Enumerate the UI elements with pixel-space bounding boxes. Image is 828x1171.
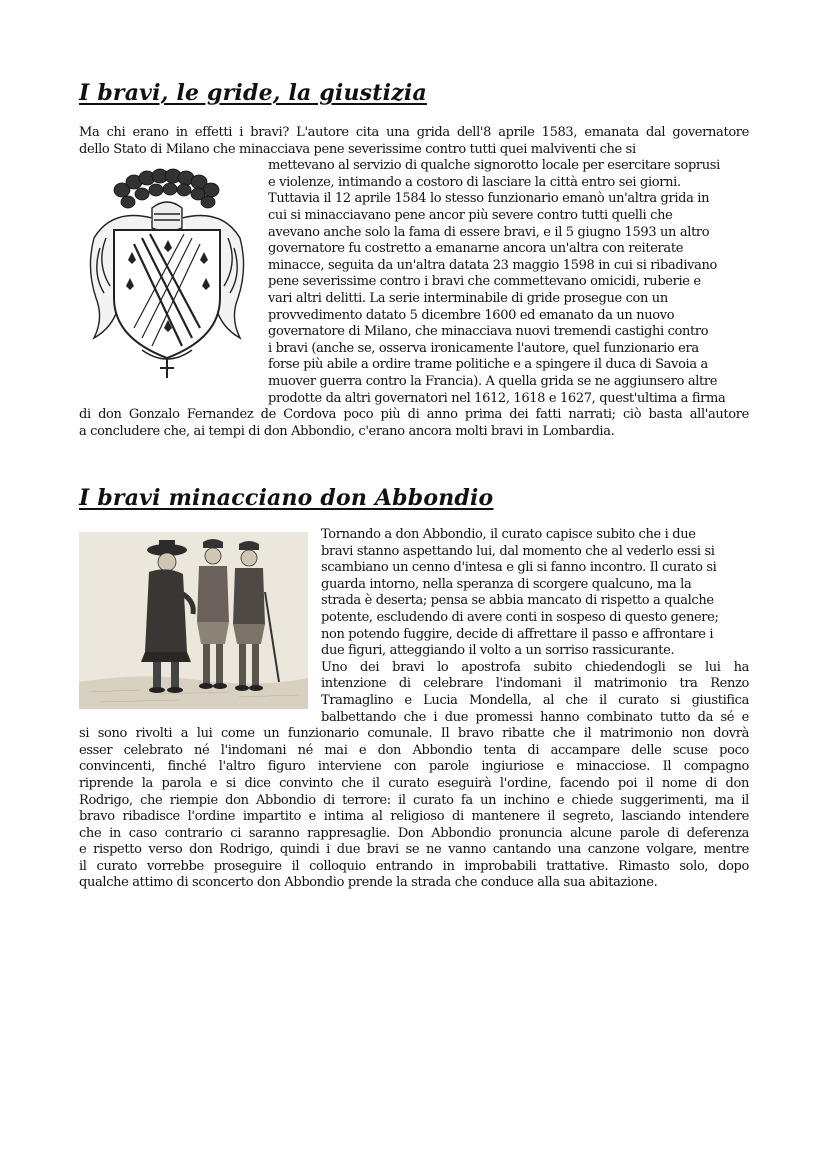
text-line: cui si minacciavano pene ancor più severe contro tutti quelli che (268, 207, 673, 223)
text-line: dello Stato di Milano che minacciava pene severissime contro tutti quei malviventi che si (79, 141, 636, 157)
text-line: Ma chi erano in effetti i bravi? L'autore cita una grida dell'8 aprile 1583, emanata dal governatore (79, 125, 749, 140)
text-line: Rodrigo, che riempie don Abbondio di terrore: il curato fa un inchino e chiede suggerimenti, ma il (79, 792, 749, 808)
text-line: bravo ribadisce l'ordine impartito e intima al religioso di mantenere il segreto, lasciando intendere (79, 809, 749, 825)
text-line: convincenti, finché l'altro figuro interviene con parole ingiuriose e minacciose. Il compagno (79, 759, 749, 775)
text-line: che in caso contrario ci saranno rappresaglie. Don Abbondio pronuncia alcune parole di deferenza (79, 825, 749, 841)
text-line: a concludere che, ai tempi di don Abbondio, c'erano ancora molti bravi in Lombardia. (79, 423, 615, 439)
text-line: prodotte da altri governatori nel 1612, 1618 e 1627, quest'ultima a firma (268, 390, 726, 406)
section-title-bravi-minacciano: I bravi minacciano don Abbondio (79, 485, 494, 511)
text-line: esser celebrato né l'indomani né mai e don Abbondio tenta di accampare delle scuse poco (79, 742, 749, 758)
text-line: intenzione di celebrare l'indomani il matrimonio tra Renzo (321, 676, 749, 692)
text-line: si sono rivolti a lui come un funzionario comunale. Il bravo ribatte che il matrimonio non dovrà (79, 726, 749, 742)
text-line: guarda intorno, nella speranza di scorgere qualcuno, ma la (321, 576, 692, 592)
text-line: Tuttavia il 12 aprile 1584 lo stesso funzionario emanò un'altra grida in (268, 191, 710, 207)
text-line: provvedimento datato 5 dicembre 1600 ed emanato da un nuovo (268, 307, 675, 323)
text-line: scambiano un cenno d'intesa e gli si fanno incontro. Il curato si (321, 560, 717, 576)
text-line: balbettando che i due promessi hanno combinato tutto da sé e (321, 709, 749, 725)
text-line: potente, escludendo di avere conti in sospeso di questo genere; (321, 609, 719, 625)
text-line: qualche attimo di sconcerto don Abbondio prende la strada che conduce alla sua abitazione. (79, 875, 658, 891)
text-line: governatore di Milano, che minacciava nuovi tremendi castighi contro (268, 324, 709, 340)
text-line: due figuri, atteggiando il volto a un sorriso rassicurante. (321, 643, 675, 659)
section-title-bravi-gride: I bravi, le gride, la giustizia (79, 80, 427, 106)
section-1-body (79, 125, 749, 440)
text-line: forse più abile a ordire trame politiche e a spingere il duca di Savoia a (268, 357, 708, 373)
text-line: il curato vorrebbe proseguire il colloquio entrando in improbabili trattative. Rimasto solo, dopo (79, 858, 749, 874)
text-line: riprende la parola e si dice convinto che il curato eseguirà l'ordine, facendo poi il nome di don (79, 775, 749, 791)
text-line: governatore fu costretto a emanarne ancora un'altra con reiterate (268, 241, 684, 257)
text-line: bravi stanno aspettando lui, dal momento che al vederlo essi si (321, 543, 715, 559)
text-line: Tornando a don Abbondio, il curato capisce subito che i due (321, 527, 696, 542)
section-2-body (79, 527, 749, 892)
text-line: Tramaglino e Lucia Mondella, al che il curato si giustifica (321, 692, 749, 708)
text-line: Uno dei bravi lo apostrofa subito chiedendogli se lui ha (321, 659, 749, 675)
text-line: strada è deserta; pensa se abbia mancato di rispetto a qualche (321, 593, 714, 609)
text-line: pene severissime contro i bravi che commettevano omicidi, ruberie e (268, 274, 701, 290)
text-line: non potendo fuggire, decide di affrettare il passo e affrontare i (321, 626, 714, 642)
text-line: minacce, seguita da un'altra datata 23 maggio 1598 in cui si ribadivano (268, 257, 718, 273)
text-line: e rispetto verso don Rodrigo, quindi i due bravi se ne vanno cantando una canzone volgare, mentre (79, 842, 749, 858)
text-line: vari altri delitti. La serie interminabile di gride prosegue con un (268, 290, 668, 306)
text-line: mettevano al servizio di qualche signorotto locale per esercitare soprusi (268, 158, 720, 174)
text-line: avevano anche solo la fama di essere bravi, e il 5 giugno 1593 un altro (268, 224, 710, 240)
text-line: di don Gonzalo Fernandez de Cordova poco più di anno prima dei fatti narrati; ciò basta all'autore (79, 407, 749, 423)
text-line: i bravi (anche se, osserva ironicamente l'autore, quel funzionario era (268, 340, 699, 356)
text-line: muover guerra contro la Francia). A quella grida se ne aggiunsero altre (268, 373, 718, 389)
text-line: e violenze, intimando a costoro di lasciare la città entro sei giorni. (268, 174, 681, 190)
